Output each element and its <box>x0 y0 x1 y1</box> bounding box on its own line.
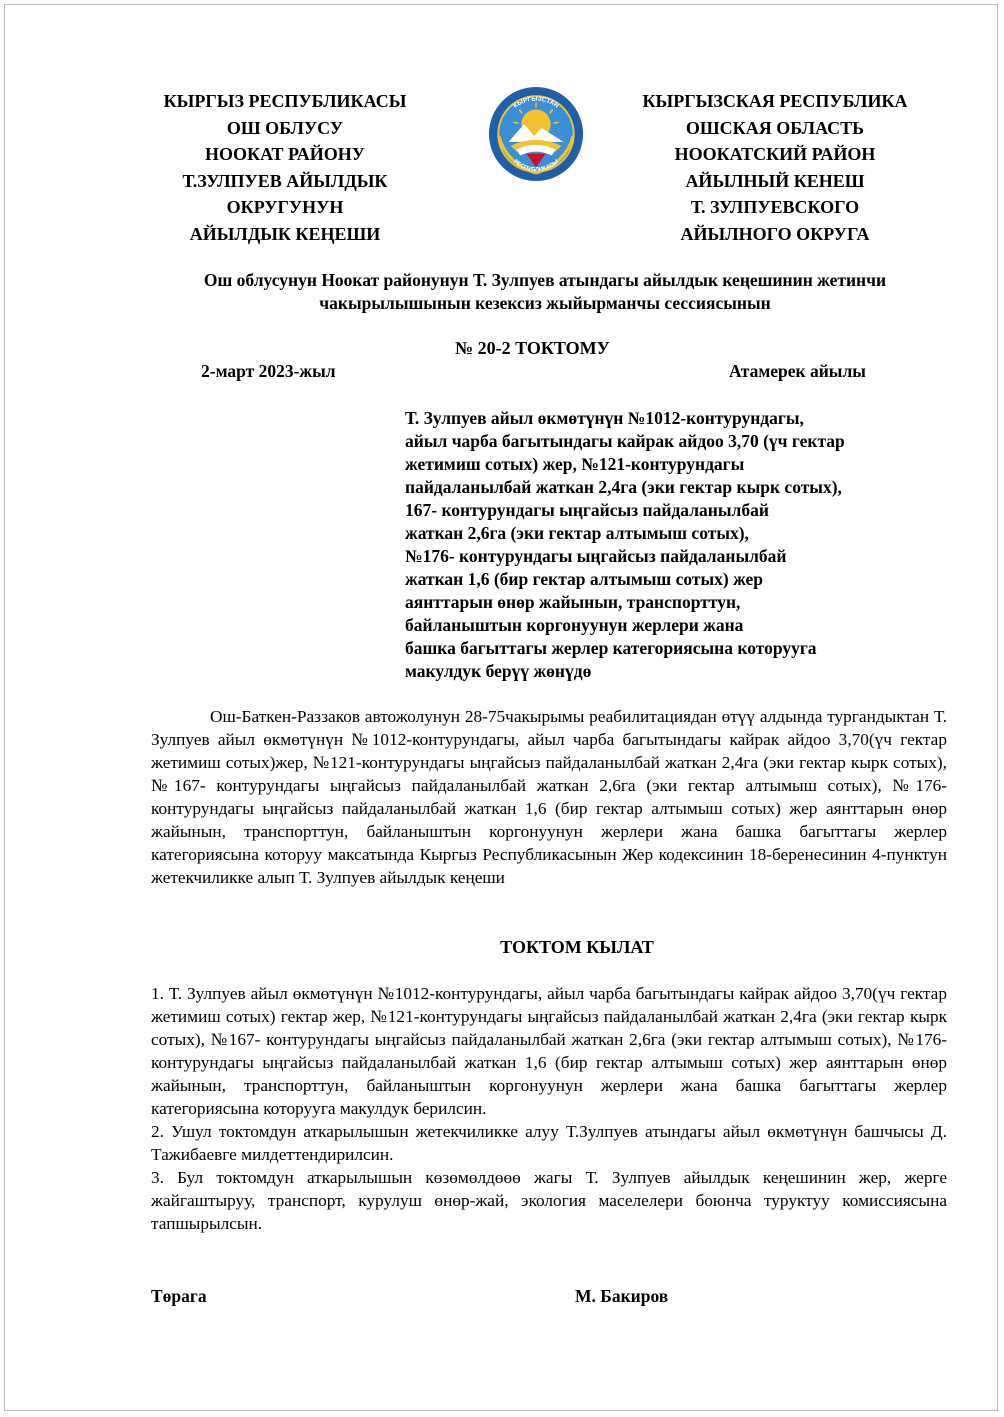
subject-line: макулдук берүү жөнүдө <box>405 661 592 681</box>
header-left-line: АЙЫЛДЫК КЕҢЕШИ <box>189 223 381 244</box>
header-left-line: ОШ ОБЛУСУ <box>226 117 344 138</box>
decree-item: 1. Т. Зулпуев айыл өкмөтүнүн №1012-контурундагы, айыл чарба багытындагы кайрак айдоо 3,70(үч гектар жетимиш сотых) гектар жер, №121-контурундагы ыңгайсыз пайдаланылбай жаткан 2,4га (эки гектар кырк сотых), №167- контурундагы ыңгайсыз пайдаланылбай жаткан 2,6га (эки гектар алтымыш сотых), №176- контурундагы ыңгайсыз пайдаланылбай жаткан 1,6 (бир гектар алтымыш сотых) жер аянттарын өнөр жайынын, транспорттун, байланыштын коргонуунун жерлери жана башка багыттагы жерлер категориясына которууга макулдук берилсин. <box>151 984 947 1118</box>
subject-line: 167- контурундагы ыңгайсыз пайдаланылбай <box>405 500 769 520</box>
resolves-heading: ТОКТОМ КЫЛАТ <box>500 937 654 957</box>
document-page <box>4 4 998 1411</box>
decree-date: 2-март 2023-жыл <box>201 361 336 381</box>
signature-role: Төрага <box>151 1286 207 1306</box>
subject-line: Т. Зулпуев айыл өкмөтүнүн №1012-контурундагы, <box>405 408 804 428</box>
header-right-line: АЙЫЛНОГО ОКРУГА <box>680 223 870 244</box>
preamble-paragraph: Ош-Баткен-Раззаков автожолунун 28-75чакырымы реабилитациядан өтүү алдында тургандыктан Т. Зулпуев айыл өкмөтүнүн №1012-контурундагы, айыл чарба багытындагы кайрак айдоо 3,70(үч гектар жетимиш сотых)жер, №121-контурундагы ыңгайсыз пайдаланылбай жаткан 2,4га (эки гектар кырк сотых), №167- контурундагы ыңгайсыз пайдаланылбай жаткан 2,6га (эки гектар алтымыш сотых), №176- контурундагы ыңгайсыз пайдаланылбай жаткан 1,6 (бир гектар алтымыш сотых) жер аянттарын өнөр жайынын, транспорттун, байланыштын коргонуунун жерлери жана башка багыттагы жерлер категориясына которуу максатында Кыргыз Республикасынын Жер кодексинин 18-беренесинин 4-пунктун жетекчиликке алып Т. Зулпуев айылдык кеңеши <box>151 707 947 887</box>
header-left-line: ОКРУГУНУН <box>226 197 344 218</box>
decree-item: 2. Ушул токтомдун аткарылышын жетекчиликке алуу Т.Зулпуев атындагы айыл өкмөтүнүн башчысы Д. Тажибаевге милдеттендирилсин. <box>151 1122 947 1164</box>
decree-item: 3. Бул токтомдун аткарылышын көзөмөлдөөө жагы Т. Зулпуев айылдык кеңешинин жер, жерге жайгаштыруу, транспорт, курулуш өнөр-жай, экология маселелери боюнча туруктуу комиссиясына тапшырылсын. <box>151 1168 947 1233</box>
header-left-line: Т.ЗУЛПУЕВ АЙЫЛДЫК <box>182 170 388 191</box>
header-right-line: Т. ЗУЛПУЕВСКОГО <box>690 197 860 218</box>
subject-line: №176- контурундагы ыңгайсыз пайдаланылбай <box>405 546 787 566</box>
header-left-line: КЫРГЫЗ РЕСПУБЛИКАСЫ <box>163 91 407 111</box>
decree-items <box>151 982 947 1235</box>
header-right-line: НООКАТСКИЙ РАЙОН <box>674 144 876 165</box>
subject-line: пайдаланылбай жаткан 2,4га (эки гектар кырк сотых), <box>405 477 842 497</box>
header-left <box>135 88 435 248</box>
decree-subject <box>405 407 945 683</box>
svg-text:РЕСПУБЛИКАСЫ: РЕСПУБЛИКАСЫ <box>512 158 560 174</box>
header-right-line: КЫРГЫЗСКАЯ РЕСПУБЛИКА <box>642 91 908 111</box>
subject-line: жетимиш сотых) жер, №121-контурундагы <box>405 454 745 474</box>
subject-line: айыл чарба багытындагы кайрак айдоо 3,70 (үч гектар <box>405 431 845 451</box>
decree-number: № 20-2 ТОКТОМУ <box>455 338 610 358</box>
subject-line: башка багыттагы жерлер категориясына которууга <box>405 638 817 658</box>
session-title <box>135 269 955 315</box>
header-right-line: ОШСКАЯ ОБЛАСТЬ <box>685 117 865 138</box>
subject-line: жаткан 1,6 (бир гектар алтымыш сотых) жер <box>405 569 764 589</box>
header-right <box>625 88 925 248</box>
header-right-line: АЙЫЛНЫЙ КЕНЕШ <box>685 170 865 191</box>
decree-place: Атамерек айылы <box>729 361 866 381</box>
svg-text:КЫРГЫЗСТАН: КЫРГЫЗСТАН <box>512 95 560 110</box>
session-title-line: чакырылышынын кезексиз жыйырманчы сессиясынын <box>319 293 771 313</box>
subject-line: байланыштын коргонуунун жерлери жана <box>405 615 744 635</box>
state-emblem-icon <box>487 85 585 183</box>
session-title-line: Ош облусунун Ноокат районунун Т. Зулпуев атындагы айылдык кеңешинин жетинчи <box>203 270 887 290</box>
signature-name: М. Бакиров <box>575 1286 669 1306</box>
header-left-line: НООКАТ РАЙОНУ <box>205 144 365 165</box>
subject-line: жаткан 2,6га (эки гектар алтымыш сотых), <box>405 523 749 543</box>
subject-line: аянттарын өнөр жайынын, транспорттун, <box>405 592 741 612</box>
